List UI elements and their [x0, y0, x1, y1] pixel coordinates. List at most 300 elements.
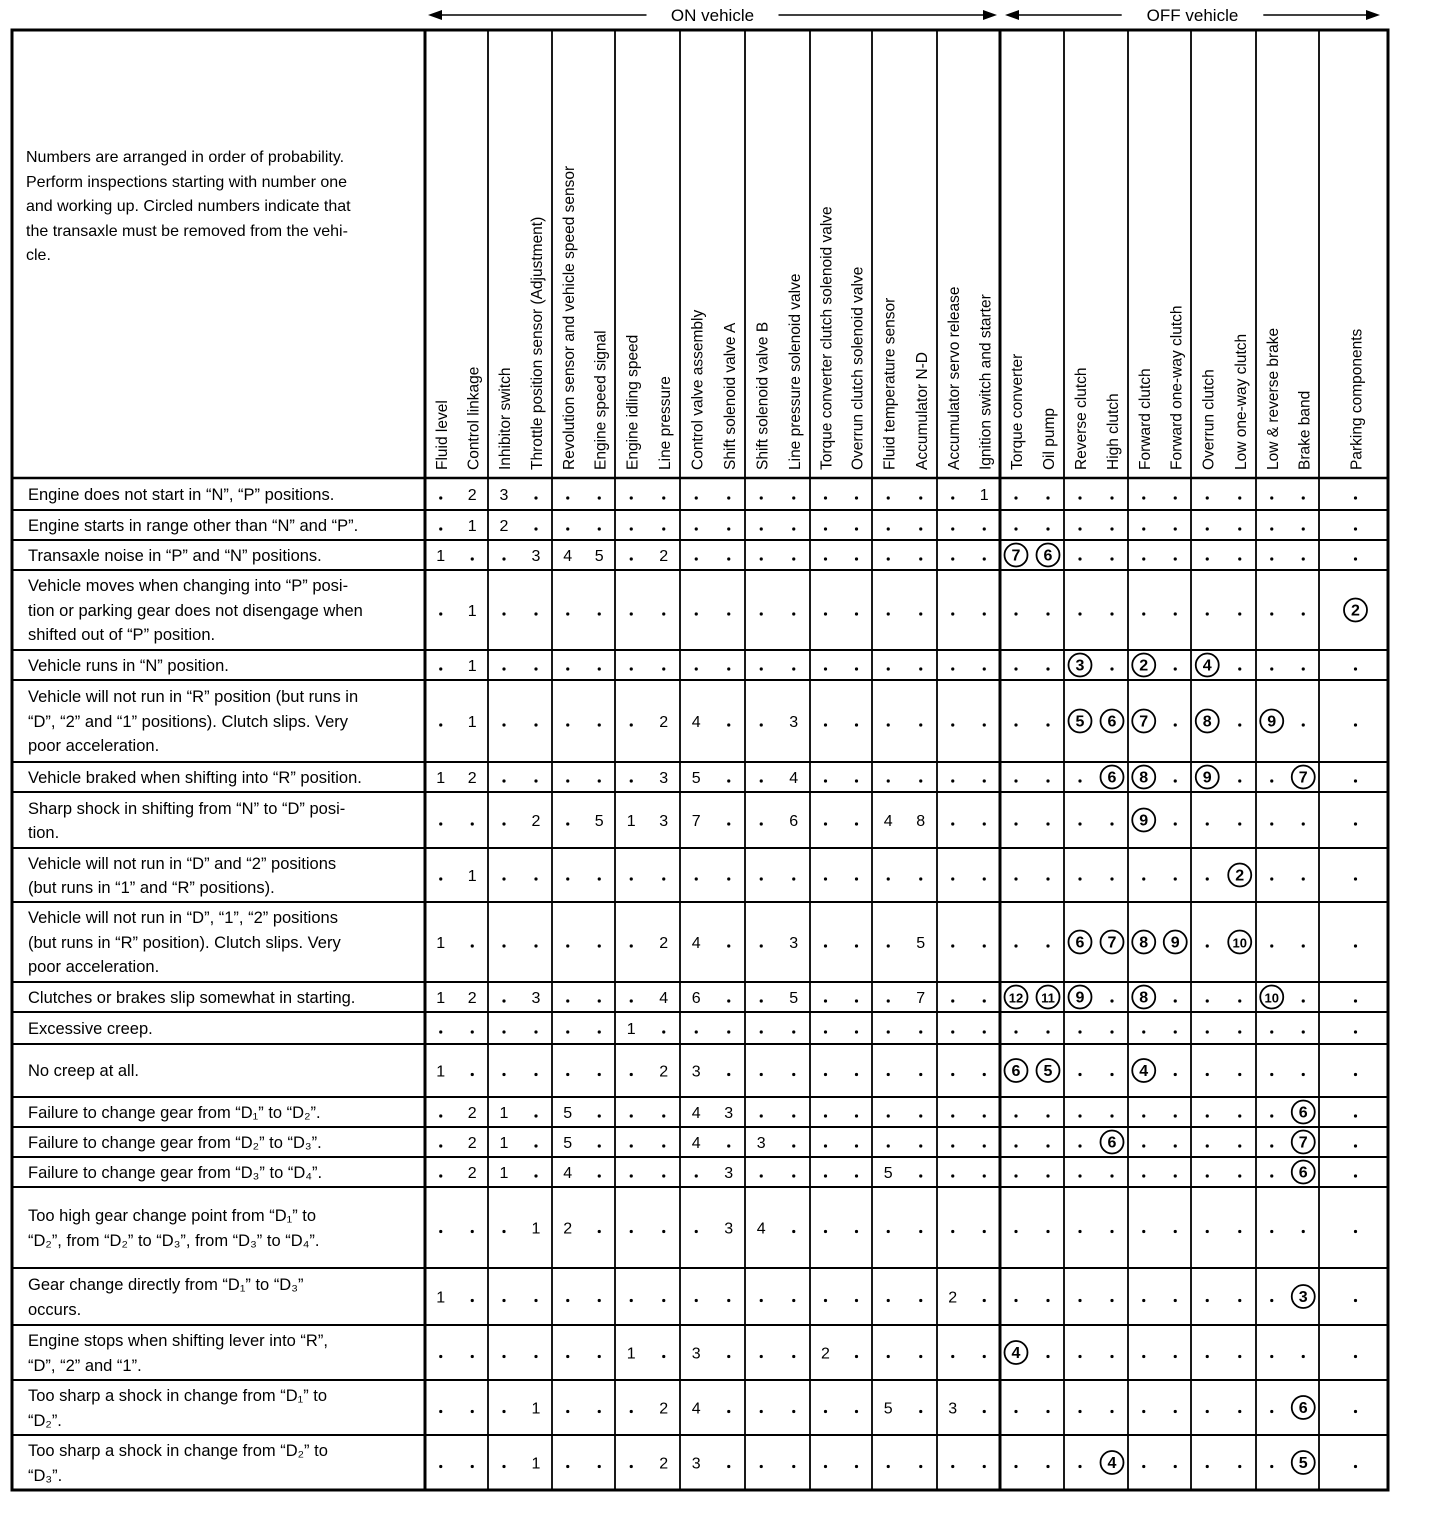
arrow-right-icon	[983, 10, 997, 20]
symptom-label: Vehicle braked when shifting into “R” position.	[28, 768, 362, 787]
circled-number-text: 2	[1351, 602, 1360, 620]
empty-cell-dot	[1014, 667, 1017, 670]
circled-number	[1292, 1161, 1315, 1184]
empty-cell-dot	[1270, 1030, 1273, 1033]
empty-cell-dot	[887, 1299, 890, 1302]
empty-cell-dot	[502, 1073, 505, 1076]
cell-value: 5	[691, 770, 701, 787]
cell-value: 3	[789, 935, 799, 952]
empty-cell-dot	[1142, 612, 1145, 615]
circled-number-text: 10	[1264, 990, 1279, 1006]
circled-number-text: 8	[1139, 934, 1149, 952]
empty-cell-dot	[1110, 1410, 1113, 1413]
off-vehicle-banner-label: OFF vehicle	[1146, 6, 1239, 25]
empty-cell-dot	[534, 1114, 537, 1117]
cell-value: 1	[436, 1289, 446, 1307]
empty-cell-dot	[1078, 1030, 1081, 1033]
empty-cell-dot	[1046, 1114, 1049, 1117]
empty-cell-dot	[1078, 1299, 1081, 1302]
empty-cell-dot	[630, 557, 633, 560]
empty-cell-dot	[1354, 1230, 1357, 1233]
empty-cell-dot	[566, 527, 569, 530]
empty-cell-dot	[951, 944, 954, 947]
empty-cell-dot	[1302, 1073, 1305, 1076]
empty-cell-dot	[919, 612, 922, 615]
empty-cell-dot	[887, 944, 890, 947]
empty-cell-dot	[534, 1299, 537, 1302]
empty-cell-dot	[1302, 1030, 1305, 1033]
empty-cell-dot	[598, 877, 601, 880]
empty-cell-dot	[1238, 496, 1241, 499]
empty-cell-dot	[1302, 1230, 1305, 1233]
empty-cell-dot	[792, 1073, 795, 1076]
circled-number	[1196, 710, 1219, 733]
empty-cell-dot	[439, 1465, 442, 1468]
circled-number-text: 6	[1107, 1134, 1117, 1152]
empty-cell-dot	[1110, 1114, 1113, 1117]
empty-cell-dot	[919, 877, 922, 880]
empty-cell-dot	[534, 496, 537, 499]
empty-cell-dot	[1302, 496, 1305, 499]
empty-cell-dot	[1174, 822, 1177, 825]
circled-number	[1344, 599, 1367, 622]
empty-cell-dot	[1046, 1465, 1049, 1468]
empty-cell-dot	[1302, 877, 1305, 880]
empty-cell-dot	[983, 667, 986, 670]
empty-cell-dot	[439, 1230, 442, 1233]
cell-value: 1	[436, 990, 446, 1007]
circled-number	[1005, 986, 1028, 1009]
cell-value: 7	[691, 813, 701, 830]
empty-cell-dot	[534, 612, 537, 615]
empty-cell-dot	[760, 557, 763, 560]
cell-value: 1	[531, 1220, 541, 1238]
circled-number-text: 9	[1267, 713, 1277, 731]
empty-cell-dot	[1174, 1355, 1177, 1358]
circled-number	[1005, 1341, 1028, 1364]
empty-cell-dot	[824, 496, 827, 499]
empty-cell-dot	[855, 944, 858, 947]
empty-cell-dot	[1046, 527, 1049, 530]
empty-cell-dot	[566, 944, 569, 947]
empty-cell-dot	[1302, 822, 1305, 825]
empty-cell-dot	[1270, 822, 1273, 825]
symptom-label: Failure to change gear from “D₂” to “D₃”.	[28, 1133, 322, 1152]
empty-cell-dot	[1046, 877, 1049, 880]
empty-cell-dot	[1174, 1410, 1177, 1413]
empty-cell-dot	[824, 1030, 827, 1033]
empty-cell-dot	[1078, 1114, 1081, 1117]
empty-cell-dot	[760, 1299, 763, 1302]
empty-cell-dot	[566, 1030, 569, 1033]
empty-cell-dot	[1206, 1299, 1209, 1302]
empty-cell-dot	[1014, 944, 1017, 947]
empty-cell-dot	[919, 1144, 922, 1147]
empty-cell-dot	[1142, 1410, 1145, 1413]
circled-number-text: 8	[1202, 713, 1212, 731]
cell-value: 2	[467, 770, 477, 787]
empty-cell-dot	[887, 723, 890, 726]
empty-cell-dot	[566, 877, 569, 880]
empty-cell-dot	[1174, 1299, 1177, 1302]
symptom-label: Vehicle will not run in “D”, “1”, “2” positions (but runs in “R” position). Clutch slips. Very poor acceleration.	[28, 909, 341, 977]
cell-value: 4	[563, 548, 573, 565]
symptom-label: Engine does not start in “N”, “P” positions.	[28, 485, 335, 504]
empty-cell-dot	[1238, 527, 1241, 530]
empty-cell-dot	[1354, 1465, 1357, 1468]
empty-cell-dot	[951, 667, 954, 670]
empty-cell-dot	[598, 667, 601, 670]
empty-cell-dot	[1046, 822, 1049, 825]
circled-number-text: 9	[1202, 769, 1212, 787]
empty-cell-dot	[855, 1114, 858, 1117]
empty-cell-dot	[1354, 557, 1357, 560]
cell-value: 3	[691, 1455, 701, 1473]
circled-number-text: 6	[1298, 1164, 1308, 1182]
empty-cell-dot	[502, 667, 505, 670]
empty-cell-dot	[792, 1114, 795, 1117]
cell-value: 3	[724, 1105, 734, 1122]
empty-cell-dot	[792, 1144, 795, 1147]
empty-cell-dot	[1110, 612, 1113, 615]
empty-cell-dot	[983, 723, 986, 726]
empty-cell-dot	[439, 1114, 442, 1117]
empty-cell-dot	[727, 557, 730, 560]
empty-cell-dot	[951, 1030, 954, 1033]
empty-cell-dot	[1354, 999, 1357, 1002]
empty-cell-dot	[1206, 944, 1209, 947]
empty-cell-dot	[919, 527, 922, 530]
empty-cell-dot	[439, 1030, 442, 1033]
empty-cell-dot	[951, 877, 954, 880]
cell-value: 5	[916, 935, 926, 952]
circled-number	[1101, 766, 1124, 789]
cell-value: 1	[436, 1063, 446, 1081]
circled-number	[1228, 864, 1251, 887]
cell-value: 4	[691, 1105, 701, 1122]
empty-cell-dot	[855, 667, 858, 670]
cell-value: 2	[659, 1455, 669, 1473]
empty-cell-dot	[502, 1410, 505, 1413]
empty-cell-dot	[951, 527, 954, 530]
empty-cell-dot	[951, 1114, 954, 1117]
empty-cell-dot	[502, 1230, 505, 1233]
empty-cell-dot	[566, 723, 569, 726]
empty-cell-dot	[1206, 1230, 1209, 1233]
empty-cell-dot	[566, 1073, 569, 1076]
empty-cell-dot	[1014, 496, 1017, 499]
empty-cell-dot	[887, 612, 890, 615]
empty-cell-dot	[1142, 527, 1145, 530]
symptom-label: Vehicle will not run in “D” and “2” positions (but runs in “1” and “R” positions).	[28, 854, 337, 897]
empty-cell-dot	[760, 944, 763, 947]
empty-cell-dot	[1206, 557, 1209, 560]
empty-cell-dot	[662, 1355, 665, 1358]
cell-value: 3	[659, 770, 669, 787]
cell-value: 5	[594, 813, 604, 830]
circled-number-text: 6	[1107, 713, 1117, 731]
empty-cell-dot	[1142, 1174, 1145, 1177]
empty-cell-dot	[951, 999, 954, 1002]
empty-cell-dot	[824, 822, 827, 825]
symptom-label: Too sharp a shock in change from “D₁” to “D₂”.	[28, 1387, 328, 1430]
empty-cell-dot	[1354, 1144, 1357, 1147]
empty-cell-dot	[919, 496, 922, 499]
empty-cell-dot	[792, 877, 795, 880]
empty-cell-dot	[1142, 877, 1145, 880]
empty-cell-dot	[1014, 779, 1017, 782]
cell-value: 3	[724, 1165, 734, 1182]
cell-value: 2	[659, 714, 669, 731]
circled-number-text: 8	[1139, 989, 1149, 1007]
empty-cell-dot	[1354, 723, 1357, 726]
empty-cell-dot	[630, 779, 633, 782]
empty-cell-dot	[1302, 557, 1305, 560]
empty-cell-dot	[1270, 1073, 1273, 1076]
empty-cell-dot	[727, 527, 730, 530]
empty-cell-dot	[630, 1073, 633, 1076]
empty-cell-dot	[983, 1174, 986, 1177]
empty-cell-dot	[792, 1465, 795, 1468]
circled-number	[1132, 931, 1155, 954]
cell-value: 3	[691, 1345, 701, 1363]
empty-cell-dot	[662, 667, 665, 670]
circled-number	[1196, 766, 1219, 789]
cell-value: 4	[691, 714, 701, 731]
empty-cell-dot	[824, 1174, 827, 1177]
empty-cell-dot	[1354, 667, 1357, 670]
empty-cell-dot	[1110, 667, 1113, 670]
empty-cell-dot	[1354, 1174, 1357, 1177]
empty-cell-dot	[598, 999, 601, 1002]
empty-cell-dot	[1110, 1355, 1113, 1358]
empty-cell-dot	[1014, 527, 1017, 530]
empty-cell-dot	[1110, 557, 1113, 560]
empty-cell-dot	[1142, 1465, 1145, 1468]
cell-value: 3	[724, 1220, 734, 1238]
column-header: Revolution sensor and vehicle speed sensor	[560, 165, 578, 470]
empty-cell-dot	[471, 557, 474, 560]
empty-cell-dot	[1142, 1299, 1145, 1302]
empty-cell-dot	[792, 1174, 795, 1177]
empty-cell-dot	[887, 1030, 890, 1033]
cell-value: 1	[436, 935, 446, 952]
empty-cell-dot	[502, 822, 505, 825]
empty-cell-dot	[951, 1174, 954, 1177]
column-header: Fluid temperature sensor	[881, 297, 899, 470]
empty-cell-dot	[630, 527, 633, 530]
cell-value: 3	[531, 990, 541, 1007]
circled-number-text: 7	[1139, 713, 1149, 731]
symptom-label: Vehicle will not run in “R” position (but runs in “D”, “2” and “1” positions). Clutch slips. Very poor acceleration.	[28, 688, 359, 756]
circled-number	[1132, 986, 1155, 1009]
empty-cell-dot	[662, 1230, 665, 1233]
cell-value: 1	[626, 813, 636, 830]
empty-cell-dot	[439, 496, 442, 499]
cell-value: 1	[436, 548, 446, 565]
empty-cell-dot	[630, 999, 633, 1002]
column-header: Engine speed signal	[592, 330, 610, 470]
empty-cell-dot	[662, 496, 665, 499]
empty-cell-dot	[855, 723, 858, 726]
empty-cell-dot	[1078, 1073, 1081, 1076]
symptom-label: Failure to change gear from “D₃” to “D₄”.	[28, 1163, 323, 1182]
empty-cell-dot	[887, 667, 890, 670]
empty-cell-dot	[566, 667, 569, 670]
empty-cell-dot	[695, 527, 698, 530]
empty-cell-dot	[792, 1299, 795, 1302]
empty-cell-dot	[887, 527, 890, 530]
empty-cell-dot	[1046, 1230, 1049, 1233]
empty-cell-dot	[1174, 1230, 1177, 1233]
empty-cell-dot	[534, 1174, 537, 1177]
empty-cell-dot	[630, 877, 633, 880]
empty-cell-dot	[1174, 779, 1177, 782]
empty-cell-dot	[824, 667, 827, 670]
empty-cell-dot	[919, 557, 922, 560]
cell-value: 3	[691, 1063, 701, 1081]
cell-value: 1	[499, 1165, 509, 1182]
empty-cell-dot	[727, 1410, 730, 1413]
empty-cell-dot	[1270, 877, 1273, 880]
empty-cell-dot	[1206, 1465, 1209, 1468]
empty-cell-dot	[855, 612, 858, 615]
empty-cell-dot	[662, 877, 665, 880]
empty-cell-dot	[534, 1355, 537, 1358]
empty-cell-dot	[598, 1174, 601, 1177]
empty-cell-dot	[919, 779, 922, 782]
cell-value: 5	[883, 1400, 893, 1418]
empty-cell-dot	[439, 1410, 442, 1413]
circled-number	[1069, 710, 1092, 733]
cell-value: 2	[659, 548, 669, 565]
empty-cell-dot	[502, 1355, 505, 1358]
cell-value: 2	[499, 518, 509, 535]
empty-cell-dot	[824, 1299, 827, 1302]
empty-cell-dot	[727, 1073, 730, 1076]
empty-cell-dot	[1174, 999, 1177, 1002]
empty-cell-dot	[855, 999, 858, 1002]
empty-cell-dot	[1238, 1030, 1241, 1033]
arrow-right-icon	[1366, 10, 1380, 20]
empty-cell-dot	[1174, 667, 1177, 670]
empty-cell-dot	[1354, 944, 1357, 947]
empty-cell-dot	[824, 557, 827, 560]
cell-value: 1	[979, 487, 989, 504]
column-header: Low one-way clutch	[1232, 333, 1250, 470]
empty-cell-dot	[1110, 1174, 1113, 1177]
empty-cell-dot	[1078, 877, 1081, 880]
empty-cell-dot	[983, 1230, 986, 1233]
empty-cell-dot	[1270, 612, 1273, 615]
empty-cell-dot	[1206, 496, 1209, 499]
empty-cell-dot	[983, 557, 986, 560]
column-header: Engine idling speed	[624, 334, 642, 470]
empty-cell-dot	[439, 527, 442, 530]
empty-cell-dot	[598, 496, 601, 499]
empty-cell-dot	[1046, 612, 1049, 615]
circled-number-text: 7	[1298, 1134, 1308, 1152]
circled-number-text: 6	[1043, 547, 1053, 565]
empty-cell-dot	[1174, 877, 1177, 880]
empty-cell-dot	[792, 612, 795, 615]
empty-cell-dot	[1014, 822, 1017, 825]
empty-cell-dot	[471, 1230, 474, 1233]
cell-value: 1	[531, 1400, 541, 1418]
circled-number	[1101, 931, 1124, 954]
empty-cell-dot	[1078, 612, 1081, 615]
empty-cell-dot	[855, 877, 858, 880]
column-header: Reverse clutch	[1073, 367, 1090, 470]
cell-value: 2	[467, 487, 477, 504]
empty-cell-dot	[662, 1174, 665, 1177]
empty-cell-dot	[983, 944, 986, 947]
cell-value: 2	[563, 1220, 573, 1238]
empty-cell-dot	[1078, 1465, 1081, 1468]
empty-cell-dot	[1238, 723, 1241, 726]
symptom-label: Gear change directly from “D₁” to “D₃” occurs.	[28, 1276, 304, 1319]
empty-cell-dot	[760, 496, 763, 499]
empty-cell-dot	[662, 1114, 665, 1117]
empty-cell-dot	[695, 496, 698, 499]
empty-cell-dot	[630, 1144, 633, 1147]
empty-cell-dot	[1046, 723, 1049, 726]
empty-cell-dot	[566, 1410, 569, 1413]
empty-cell-dot	[855, 1465, 858, 1468]
empty-cell-dot	[695, 877, 698, 880]
circled-number-text: 9	[1075, 989, 1085, 1007]
symptom-label: Vehicle moves when changing into “P” posi- tion or parking gear does not disengage when shifted out of “P” position.	[28, 577, 363, 645]
empty-cell-dot	[1206, 1174, 1209, 1177]
empty-cell-dot	[471, 1299, 474, 1302]
empty-cell-dot	[1046, 1144, 1049, 1147]
empty-cell-dot	[1238, 1144, 1241, 1147]
empty-cell-dot	[760, 527, 763, 530]
empty-cell-dot	[919, 1410, 922, 1413]
empty-cell-dot	[792, 527, 795, 530]
empty-cell-dot	[887, 1144, 890, 1147]
empty-cell-dot	[1354, 822, 1357, 825]
column-header: Torque converter	[1009, 353, 1026, 470]
empty-cell-dot	[534, 1144, 537, 1147]
empty-cell-dot	[1354, 1073, 1357, 1076]
cell-value: 6	[691, 990, 701, 1007]
cell-value: 3	[659, 813, 669, 830]
empty-cell-dot	[1174, 1465, 1177, 1468]
empty-cell-dot	[598, 612, 601, 615]
cell-value: 4	[756, 1220, 766, 1238]
circled-number	[1132, 654, 1155, 677]
cell-value: 5	[789, 990, 799, 1007]
circled-number	[1005, 544, 1028, 567]
empty-cell-dot	[824, 1410, 827, 1413]
empty-cell-dot	[919, 723, 922, 726]
circled-number	[1132, 710, 1155, 733]
empty-cell-dot	[919, 1030, 922, 1033]
empty-cell-dot	[983, 1144, 986, 1147]
empty-cell-dot	[1206, 1410, 1209, 1413]
circled-number-text: 7	[1107, 934, 1117, 952]
empty-cell-dot	[662, 1030, 665, 1033]
empty-cell-dot	[1142, 1030, 1145, 1033]
empty-cell-dot	[983, 1410, 986, 1413]
empty-cell-dot	[983, 527, 986, 530]
empty-cell-dot	[1302, 527, 1305, 530]
empty-cell-dot	[824, 723, 827, 726]
cell-value: 3	[499, 487, 509, 504]
empty-cell-dot	[1238, 1073, 1241, 1076]
cell-value: 1	[626, 1021, 636, 1038]
